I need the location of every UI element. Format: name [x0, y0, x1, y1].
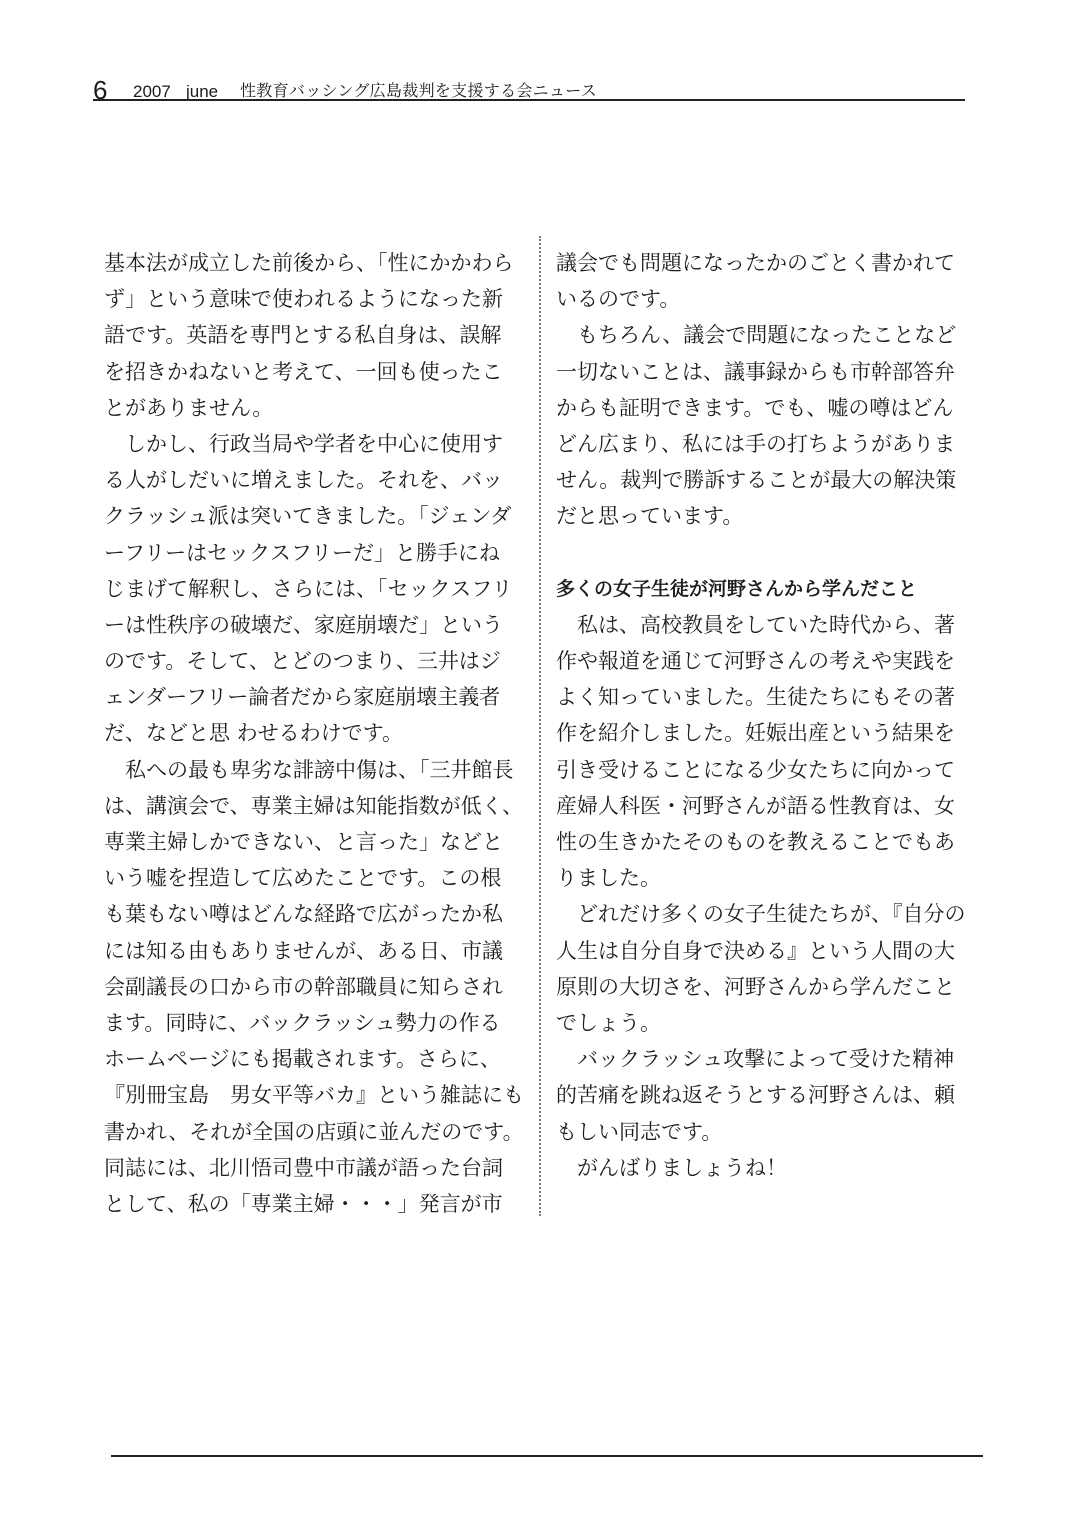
issue-month: june [186, 82, 219, 101]
text-line: る人がしだいに増えました。それを、バッ [104, 468, 503, 493]
text-line: ェンダーフリー論者だから家庭崩壊主義者 [104, 685, 501, 710]
text-line: ず」という意味で使われるようになった新 [104, 287, 503, 312]
paragraph-spacer [556, 535, 978, 571]
text-line: 語です。英語を専門とする私自身は、誤解 [104, 323, 502, 348]
text-line: だ、などと思 わせるわけです。 [104, 721, 403, 746]
left-column [104, 245, 526, 1222]
text-line: 人生は自分自身で決める』という人間の大 [556, 938, 955, 963]
section-heading: 多くの女子生徒が河野さんから学んだこと [556, 577, 918, 600]
text-line: 原則の大切さを、河野さんから学んだこと [556, 974, 955, 999]
text-line: からも証明できます。でも、嘘の噂はどん [556, 395, 954, 420]
text-line: 性の生きかたそのものを教えることでもあ [556, 830, 955, 854]
text-line: りました。 [556, 866, 661, 891]
page-header [93, 76, 973, 106]
text-line: じまげて解釈し、さらには、「セックスフリ [104, 576, 513, 601]
text-line: を招きかねないと考えて、一回も使ったこ [104, 359, 503, 384]
text-line: には知る由もありませんが、ある日、市議 [104, 938, 503, 963]
text-line: として、私の「専業主婦・・・」発言が市 [104, 1191, 503, 1216]
text-line: 私は、高校教員をしていた時代から、著 [556, 612, 955, 637]
text-line: 私への最も卑劣な誹謗中傷は、「三井館長 [104, 757, 514, 782]
text-line: いう嘘を捏造して広めたことです。この根 [104, 866, 502, 891]
text-line: は、講演会で、専業主婦は知能指数が低く、 [104, 793, 524, 818]
text-line: もしい同志です。 [556, 1119, 723, 1144]
header-rule [93, 99, 965, 101]
text-line: 議会でも問題になったかのごとく書かれて [556, 251, 955, 275]
text-line: とがありません。 [104, 395, 274, 420]
text-line: でしょう。 [556, 1010, 661, 1035]
text-line: 一切ないことは、議事録からも市幹部答弁 [556, 359, 955, 384]
text-line: ホームページにも掲載されます。さらに、 [104, 1047, 501, 1072]
text-line: 作や報道を通じて河野さんの考えや実践を [556, 649, 955, 674]
text-line: しかし、行政当局や学者を中心に使用す [104, 431, 503, 456]
text-line: 『別冊宝島 男女平等バカ』という雑誌にも [104, 1083, 524, 1108]
text-line: 専業主婦しかできない、と言った」などと [104, 830, 503, 854]
text-line: どれだけ多くの女子生徒たちが、『自分の [556, 902, 966, 927]
text-line: よく知っていました。生徒たちにもその著 [556, 685, 955, 710]
text-line: がんばりましょうね！ [556, 1155, 787, 1180]
text-line: バックラッシュ攻撃によって受けた精神 [556, 1047, 955, 1072]
text-line: 引き受けることになる少女たちに向かって [556, 757, 955, 782]
text-line: 作を紹介しました。妊娠出産という結果を [556, 721, 955, 746]
footer-rule [111, 1455, 983, 1457]
text-line: どん広まり、私には手の打ちようがありま [556, 431, 955, 456]
text-line: 的苦痛を跳ね返そうとする河野さんは、頼 [556, 1083, 955, 1108]
text-line: ます。同時に、バックラッシュ勢力の作る [104, 1010, 501, 1035]
text-line: ーフリーはセックスフリーだ」と勝手にね [104, 540, 501, 565]
text-line: いるのです。 [556, 287, 681, 312]
text-line: 同誌には、北川悟司豊中市議が語った台詞 [104, 1155, 503, 1180]
text-line: も葉もない噂はどんな経路で広がったか私 [104, 902, 503, 927]
newsletter-title: 性教育バッシング広島裁判を支援する会ニュース [240, 81, 598, 100]
page-number: 6 [93, 75, 108, 105]
column-divider [539, 236, 541, 1216]
text-line: せん。裁判で勝訴することが最大の解決策 [556, 468, 957, 493]
issue-year: 2007 [133, 82, 171, 101]
text-line: 書かれ、それが全国の店頭に並んだのです。 [104, 1119, 524, 1144]
text-line: 会副議長の口から市の幹部職員に知らされ [104, 974, 503, 999]
text-line: だと思っています。 [556, 504, 744, 529]
text-line: もちろん、議会で問題になったことなど [556, 323, 957, 348]
text-line: 基本法が成立した前後から、「性にかかわら [104, 251, 514, 275]
right-column [556, 245, 978, 1186]
text-line: クラッシュ派は突いてきました。「ジェンダ [104, 504, 512, 529]
text-line: ーは性秩序の破壊だ、家庭崩壊だ」という [104, 612, 503, 637]
text-line: 産婦人科医・河野さんが語る性教育は、女 [556, 793, 955, 818]
text-line: のです。そして、とどのつまり、三井はジ [104, 649, 501, 674]
